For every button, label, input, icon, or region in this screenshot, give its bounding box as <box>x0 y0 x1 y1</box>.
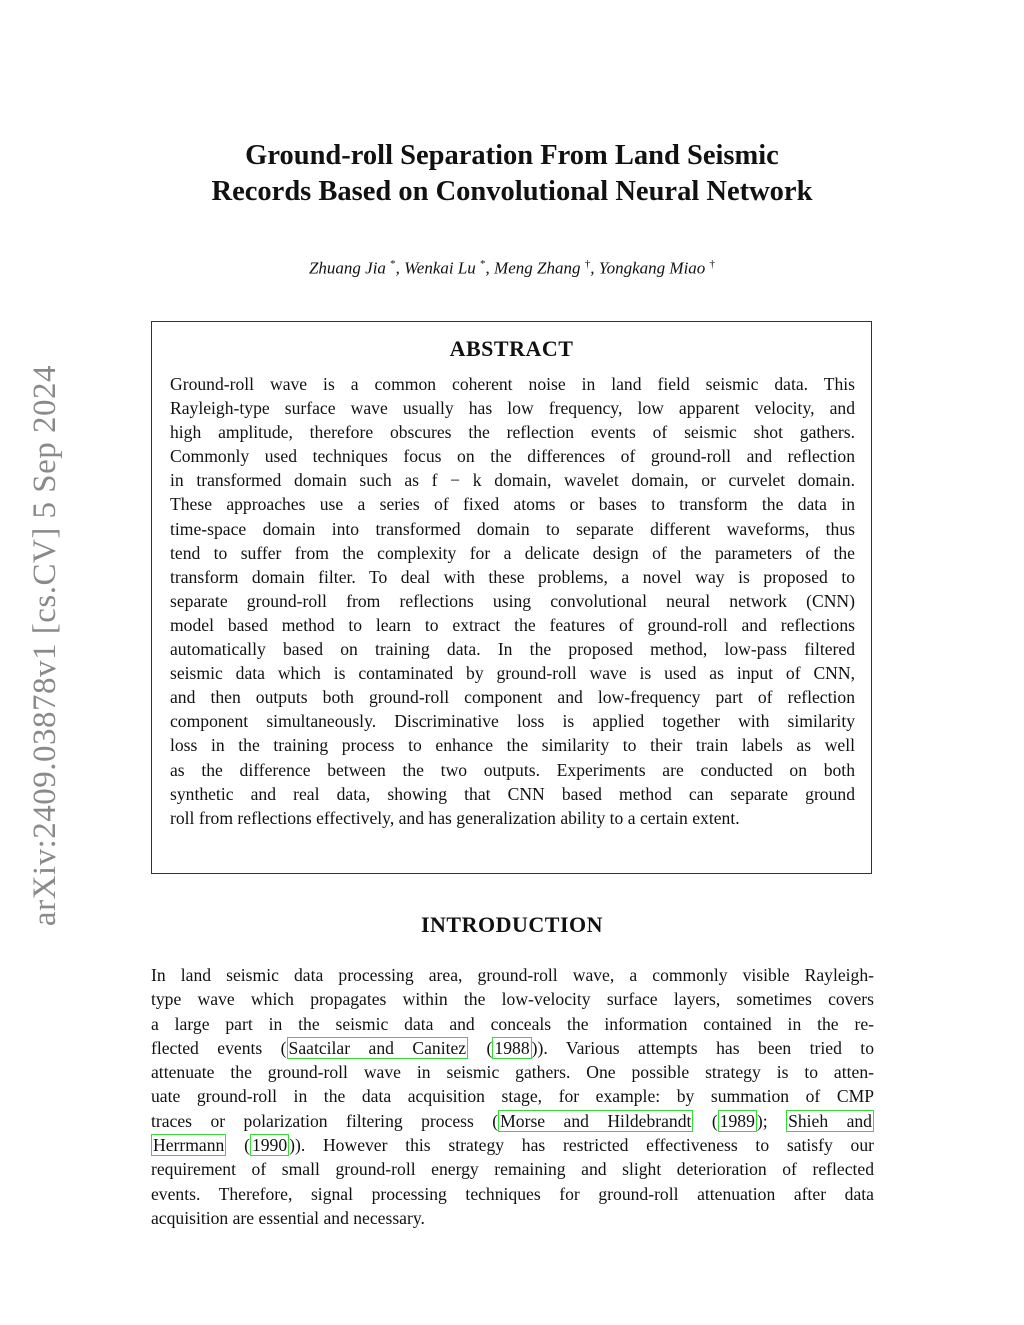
intro-text: )). Various attempts has been tried to <box>531 1037 874 1058</box>
author-affiliation-mark: * <box>390 258 396 270</box>
abstract-line: component simultaneously. Discriminative loss is applied together with similarity <box>170 711 855 732</box>
intro-text: flected events ( <box>151 1037 287 1058</box>
arxiv-id-text[interactable]: arXiv:2409.03878v1 [cs.CV] 5 Sep 2024 <box>27 364 64 926</box>
intro-line-with-citation: traces or polarization filtering process ( Morse and Hildebrandt ( 1989 ); Shieh and <box>151 1110 872 1131</box>
abstract-line: Commonly used techniques focus on the differences of ground-roll and reflection <box>170 446 855 467</box>
intro-line: acquisition are essential and necessary. <box>151 1207 425 1228</box>
author-affiliation-mark: † <box>709 258 716 270</box>
abstract-body <box>170 372 855 830</box>
abstract-line: roll from reflections effectively, and has generalization ability to a certain extent. <box>170 807 740 828</box>
citation-link-shieh-authors[interactable]: Shieh and <box>788 1110 872 1131</box>
abstract-line: and then outputs both ground-roll component and low-frequency part of reflection <box>170 687 855 708</box>
intro-text: ); <box>756 1110 787 1131</box>
introduction-body <box>151 963 874 1230</box>
arxiv-identifier-stamp <box>18 362 74 928</box>
abstract-line: synthetic and real data, showing that CNN based method can separate ground <box>170 783 855 804</box>
abstract-line: Rayleigh-type surface wave usually has low frequency, low apparent velocity, and <box>170 398 855 419</box>
abstract-line: model based method to learn to extract the features of ground-roll and reflections <box>170 614 855 635</box>
citation-link-shieh-authors-cont[interactable]: Herrmann <box>153 1135 225 1156</box>
citation-link-morse-year[interactable]: 1989 <box>719 1110 755 1131</box>
abstract-line: transform domain filter. To deal with these problems, a novel way is proposed to <box>170 566 855 587</box>
author-affiliation-mark: † <box>584 258 591 270</box>
abstract-line: time-space domain into transformed domain to separate different waveforms, thus <box>170 518 855 539</box>
intro-text: )). However this strategy has restricted effectiveness to satisfy our <box>289 1135 874 1156</box>
abstract-box <box>151 321 872 874</box>
intro-line: a large part in the seismic data and conceals the information contained in the re- <box>151 1013 874 1034</box>
abstract-line: Ground-roll wave is a common coherent noise in land field seismic data. This <box>170 374 855 394</box>
abstract-line: These approaches use a series of fixed atoms or bases to transform the data in <box>170 494 855 515</box>
intro-line: type wave which propagates within the low-velocity surface layers, sometimes covers <box>151 989 874 1010</box>
author-name: Yongkang Miao <box>598 258 706 278</box>
title-line-1: Ground-roll Separation From Land Seismic <box>245 140 779 171</box>
abstract-line: seismic data which is contaminated by ground-roll wave is used as input of CNN, <box>170 663 855 684</box>
intro-text: traces or polarization filtering process ( <box>151 1110 499 1131</box>
abstract-line: in transformed domain such as f − k domain, wavelet domain, or curvelet domain. <box>170 470 855 491</box>
intro-line-with-citation: flected events ( Saatcilar and Canitez ( 1988 )). Various attempts has been tried to <box>151 1037 874 1058</box>
title-line-2: Records Based on Convolutional Neural Network <box>211 176 813 207</box>
abstract-line: automatically based on training data. In the proposed method, low-pass filtered <box>170 639 855 660</box>
author-name: Wenkai Lu <box>404 258 476 278</box>
introduction-heading: INTRODUCTION <box>420 912 604 937</box>
intro-line: requirement of small ground-roll energy remaining and slight deterioration of reflected <box>151 1159 874 1180</box>
intro-line-with-citation: Herrmann ( 1990 )). However this strategy has restricted effectiveness to satisfy our <box>153 1135 874 1156</box>
citation-link-shieh-year[interactable]: 1990 <box>251 1135 288 1156</box>
author-name: Zhuang Jia <box>308 258 386 278</box>
citation-link-saatcilar-year[interactable]: 1988 <box>494 1037 530 1058</box>
abstract-line: tend to suffer from the complexity for a delicate design of the parameters of the <box>170 542 855 563</box>
abstract-line: as the difference between the two outputs. Experiments are conducted on both <box>170 759 855 780</box>
citation-link-morse-authors[interactable]: Morse and Hildebrandt <box>500 1110 692 1131</box>
abstract-heading: ABSTRACT <box>449 336 574 361</box>
paper-title <box>140 138 884 210</box>
intro-line: attenuate the ground-roll wave in seismic gathers. One possible strategy is to atten- <box>151 1062 874 1083</box>
author-affiliation-mark: * <box>480 258 486 270</box>
intro-line: In land seismic data processing area, ground-roll wave, a commonly visible Rayleigh- <box>151 965 874 985</box>
abstract-line: separate ground-roll from reflections using convolutional neural network (CNN) <box>170 590 855 611</box>
abstract-line: loss in the training process to enhance the similarity to their train labels as well <box>170 735 855 756</box>
author-name: Meng Zhang <box>494 258 581 278</box>
author-list: Zhuang Jia *, Wenkai Lu *, Meng Zhang †, Yongkang Miao † <box>308 258 716 278</box>
citation-link-saatcilar-authors[interactable]: Saatcilar and Canitez <box>288 1037 467 1058</box>
abstract-line: high amplitude, therefore obscures the reflection events of seismic shot gathers. <box>170 422 855 443</box>
intro-line: uate ground-roll in the data acquisition stage, for example: by summation of CMP <box>151 1086 874 1107</box>
intro-line: events. Therefore, signal processing techniques for ground-roll attenuation after data <box>151 1183 874 1204</box>
